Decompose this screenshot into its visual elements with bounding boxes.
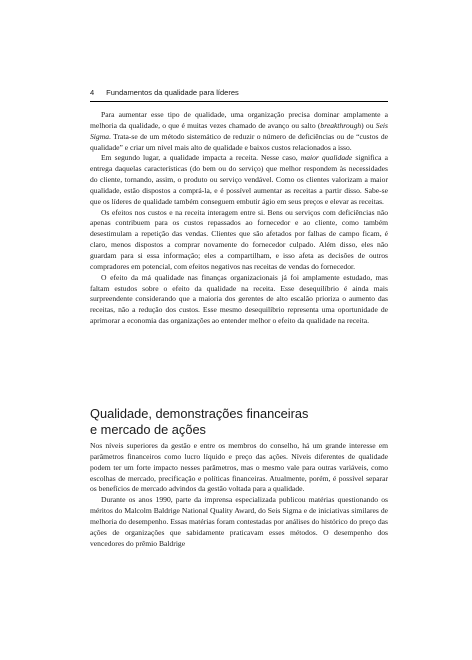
page-number: 4 bbox=[90, 88, 95, 97]
running-title: Fundamentos da qualidade para líderes bbox=[106, 88, 239, 97]
header-rule bbox=[90, 101, 388, 102]
section-paragraph-2: Durante os anos 1990, parte da imprensa especializada publicou matérias questionando os méritos do Malcolm Baldrige National Quality Award, do Seis Sigma e de iniciativas similares de melhoria do desempenho. Essas matérias foram contestadas por análises do histórico do preço das ações de organizações que sabidamente praticavam esses métodos. O desempenho dos vencedores do prêmio Baldrige bbox=[90, 495, 388, 548]
running-header bbox=[90, 88, 388, 98]
paragraph-3: Os efeitos nos custos e na receita interagem entre si. Bens ou serviços com deficiências não apenas contribuem para os custos repassados ao fornecedor e ao cliente, como também desestimulam a repetição das vendas. Clientes que são afetados por falhas de campo ficam, é claro, menos dispostos a comprar novamente do fornecedor culpado. Além disso, eles não guardam para si essa informação; eles a compartilham, e isso afeta as decisões de outros compradores em potencial, com efeitos negativos nas receitas de vendas do fornecedor. bbox=[90, 207, 388, 271]
paragraph-4: O efeito da má qualidade nas finanças organizacionais já foi amplamente estudado, mas faltam estudos sobre o efeito da qualidade na receita. Esse desequilíbrio é ainda mais surpreendente considerando que a maioria dos gerentes de alto escalão prioriza o aumento das receitas, não a redução dos custos. Esse mesmo desequilíbrio representa uma oportunidade de aprimorar a economia das organizações ao entender melhor o efeito da qualidade na receita. bbox=[90, 272, 388, 326]
section-body bbox=[90, 441, 388, 549]
paragraph-2: Em segundo lugar, a qualidade impacta a receita. Nesse caso, maior qualidade significa a entrega daquelas características (do bem ou do serviço) que melhor respondem às necessidades do cliente, tornando, assim, o produto ou serviço vendável. Como os clientes valorizam a maior qualidade, estão dispostos a comprá-la, e é possível aumentar as receitas a partir disso. Sabe-se que os líderes de qualidade também conseguem embutir ágio em seus preços e elevar as receitas. bbox=[90, 153, 388, 206]
paragraph-1: Para aumentar esse tipo de qualidade, uma organização precisa dominar amplamente a melhoria da qualidade, o que é muitas vezes chamado de avanço ou salto (breakthrough) ou Seis Sigma. Trata-se de um método sistemático de reduzir o número de deficiências ou de “custos de qualidade” e criar um nível mais alto de qualidade e baixos custos relacionados a isso. bbox=[90, 110, 388, 152]
body-text bbox=[90, 110, 388, 327]
section-paragraph-1: Nos níveis superiores da gestão e entre os membros do conselho, há um grande interesse em parâmetros financeiros como lucro líquido e preço das ações. Níveis diferentes de qualidade podem ter um forte impacto nesses parâmetros, mas o mesmo vale para outras variáveis, como escolhas de mercado, precificação e políticas financeiras. Atualmente, porém, é possível separar os benefícios de mercado advindos da gestão voltada para a qualidade. bbox=[90, 441, 388, 494]
section-heading: Qualidade, demonstrações financeiras e mercado de ações bbox=[90, 406, 309, 437]
